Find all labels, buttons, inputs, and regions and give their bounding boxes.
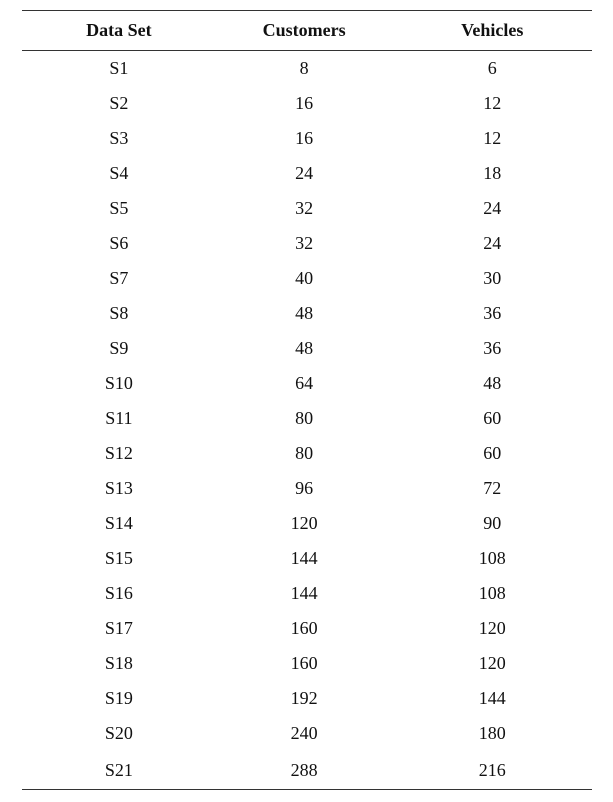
cell-vehicles: 216	[478, 759, 506, 780]
table-row	[22, 611, 592, 646]
cell-customers: 24	[295, 163, 314, 183]
cell-customers: 144	[290, 548, 318, 568]
header-customers: Customers	[262, 20, 346, 40]
cell-data-set: S6	[109, 233, 129, 253]
table-row	[22, 366, 592, 401]
cell-vehicles: 24	[483, 233, 502, 253]
cell-data-set: S9	[109, 338, 129, 358]
cell-customers: 96	[295, 478, 314, 498]
cell-customers: 160	[290, 653, 318, 673]
cell-data-set: S18	[104, 653, 133, 673]
table-row	[22, 121, 592, 156]
cell-customers: 48	[295, 338, 314, 358]
data-table-container	[22, 10, 592, 790]
table-row	[22, 436, 592, 471]
cell-data-set: S2	[109, 93, 129, 113]
table-row	[22, 51, 592, 87]
cell-vehicles: 36	[483, 303, 502, 323]
cell-vehicles: 108	[478, 583, 506, 603]
cell-customers: 240	[290, 723, 318, 743]
cell-customers: 40	[295, 268, 314, 288]
cell-vehicles: 48	[483, 373, 502, 393]
cell-data-set: S11	[105, 408, 133, 428]
cell-data-set: S7	[109, 268, 129, 288]
cell-data-set: S21	[104, 759, 133, 780]
cell-data-set: S3	[109, 128, 129, 148]
cell-vehicles: 18	[483, 163, 502, 183]
table-row	[22, 331, 592, 366]
table-row	[22, 296, 592, 331]
cell-vehicles: 24	[483, 198, 502, 218]
table-row	[22, 506, 592, 541]
header-row	[22, 11, 592, 51]
cell-customers: 192	[290, 688, 318, 708]
cell-data-set: S14	[104, 513, 133, 533]
table-row	[22, 541, 592, 576]
table-row	[22, 86, 592, 121]
cell-customers: 64	[295, 373, 314, 393]
cell-vehicles: 6	[487, 58, 497, 78]
table-row	[22, 646, 592, 681]
cell-vehicles: 30	[483, 268, 502, 288]
cell-vehicles: 60	[483, 408, 502, 428]
cell-customers: 32	[295, 198, 314, 218]
cell-vehicles: 72	[483, 478, 502, 498]
cell-data-set: S1	[109, 58, 129, 78]
cell-vehicles: 108	[478, 548, 506, 568]
cell-vehicles: 120	[478, 618, 506, 638]
table-header	[22, 11, 592, 51]
cell-vehicles: 12	[483, 93, 502, 113]
cell-vehicles: 144	[478, 688, 506, 708]
table-row	[22, 471, 592, 506]
header-vehicles: Vehicles	[461, 20, 524, 40]
cell-data-set: S12	[104, 443, 133, 463]
cell-data-set: S19	[104, 688, 133, 708]
table-row	[22, 576, 592, 611]
cell-customers: 160	[290, 618, 318, 638]
cell-customers: 80	[295, 408, 314, 428]
table-row	[22, 751, 592, 790]
cell-customers: 48	[295, 303, 314, 323]
cell-customers: 32	[295, 233, 314, 253]
cell-data-set: S5	[109, 198, 129, 218]
table-row	[22, 401, 592, 436]
cell-vehicles: 120	[478, 653, 506, 673]
cell-customers: 144	[290, 583, 318, 603]
cell-vehicles: 36	[483, 338, 502, 358]
table-row	[22, 156, 592, 191]
cell-vehicles: 12	[483, 128, 502, 148]
table-row	[22, 261, 592, 296]
cell-customers: 16	[295, 128, 314, 148]
table-row	[22, 191, 592, 226]
table-body	[22, 51, 592, 790]
cell-data-set: S10	[104, 373, 133, 393]
cell-customers: 16	[295, 93, 314, 113]
cell-data-set: S20	[104, 723, 133, 743]
cell-customers: 8	[299, 58, 309, 78]
cell-vehicles: 90	[483, 513, 502, 533]
cell-data-set: S13	[104, 478, 133, 498]
header-data-set: Data Set	[86, 20, 152, 40]
data-set-table	[22, 10, 592, 790]
table-row	[22, 681, 592, 716]
cell-data-set: S16	[104, 583, 133, 603]
table-row	[22, 716, 592, 751]
cell-data-set: S15	[104, 548, 133, 568]
table-row	[22, 226, 592, 261]
cell-data-set: S8	[109, 303, 129, 323]
cell-vehicles: 60	[483, 443, 502, 463]
cell-data-set: S17	[104, 618, 133, 638]
cell-data-set: S4	[109, 163, 129, 183]
cell-vehicles: 180	[478, 723, 506, 743]
cell-customers: 288	[290, 759, 318, 780]
cell-customers: 80	[295, 443, 314, 463]
cell-customers: 120	[290, 513, 318, 533]
